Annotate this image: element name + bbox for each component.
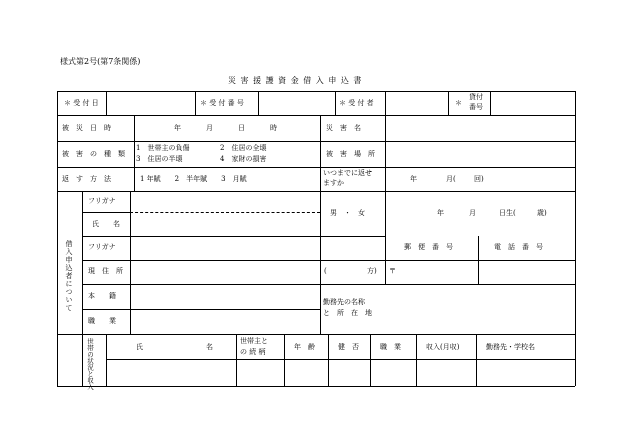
household-col-name-b: 名 (206, 343, 213, 351)
form-title: 災 害 援 護 資 金 借 入 申 込 書 (228, 76, 363, 85)
apartment-open: ( (324, 267, 327, 275)
damage-option-4: 4 家財の損害 (220, 155, 267, 163)
repay-until-times: 回) (474, 175, 484, 183)
birth-year: 年 (437, 209, 444, 217)
current-address-label: 現 住 所 (88, 267, 123, 275)
postal-code-label: 郵 便 番 号 (404, 243, 453, 251)
applicant-side-label: 借入申込者について (65, 240, 73, 312)
repay-until-label-line2: ますか (323, 179, 344, 187)
damage-type-label: 被 害 の 種 類 (62, 150, 125, 158)
disaster-name-label: 災 害 名 (326, 124, 361, 132)
repay-until-year: 年 (410, 175, 417, 183)
household-col-health: 健 否 (338, 343, 359, 351)
repay-until-label-line1: いつまでに返せ (323, 169, 372, 177)
age-label: 歳) (537, 209, 547, 217)
household-side-label: 世帯の状況と収入 (86, 338, 94, 390)
household-col-name-a: 氏 (136, 343, 143, 351)
household-col-job: 職 業 (380, 343, 401, 351)
employer-label-line1: 勤務先の名称 (323, 298, 365, 306)
damage-option-3: 3 住居の半壊 (136, 155, 183, 163)
household-col-relation-line1: 世帯主と (240, 337, 268, 345)
household-col-relation-line2: の 続 柄 (240, 348, 266, 356)
disaster-day: 日 (238, 124, 245, 132)
damage-option-1: 1 世帯主の負傷 (136, 144, 190, 152)
receipt-date-label: ＊ 受 付 日 (64, 99, 99, 107)
domicile-label: 本 籍 (88, 292, 116, 300)
disaster-date-label: 被 災 日 時 (62, 124, 111, 132)
household-col-age: 年 齢 (294, 343, 315, 351)
applicant-name-label: 氏 名 (92, 220, 120, 228)
loan-number-label-line2: 番号 (469, 103, 483, 111)
receiver-label: ＊ 受 付 者 (339, 99, 374, 107)
postal-mark: 〒 (389, 267, 396, 275)
damage-place-label: 被 害 場 所 (326, 150, 375, 158)
household-col-workplace: 勤務先・学校名 (486, 343, 535, 351)
occupation-label: 職 業 (88, 317, 116, 325)
receipt-number-label: ＊ 受 付 番 号 (200, 99, 244, 107)
disaster-hour: 時 (270, 124, 277, 132)
household-col-income: 収入(月収) (426, 343, 460, 351)
furigana-label-2: フリガナ (88, 243, 116, 251)
repay-options: 1 年賦 2 半年賦 3 月賦 (140, 175, 247, 183)
disaster-month: 月 (206, 124, 213, 132)
loan-mark: ＊ (455, 99, 462, 107)
repay-method-label: 返 す 方 法 (62, 175, 111, 183)
form-code: 様式第2号(第7条関係) (60, 57, 141, 66)
apartment-close: 方) (367, 267, 377, 275)
phone-number-label: 電 話 番 号 (494, 243, 543, 251)
repay-until-month: 月( (446, 175, 456, 183)
furigana-label: フリガナ (88, 197, 116, 205)
damage-option-2: 2 住居の全壊 (220, 144, 267, 152)
employer-label-line2: と 所 在 地 (323, 309, 372, 317)
disaster-year: 年 (174, 124, 181, 132)
loan-number-label-line1: 貸付 (469, 93, 483, 101)
birth-month: 月 (469, 209, 476, 217)
gender-label: 男 ・ 女 (330, 209, 365, 217)
birth-day: 日生( (499, 209, 516, 217)
